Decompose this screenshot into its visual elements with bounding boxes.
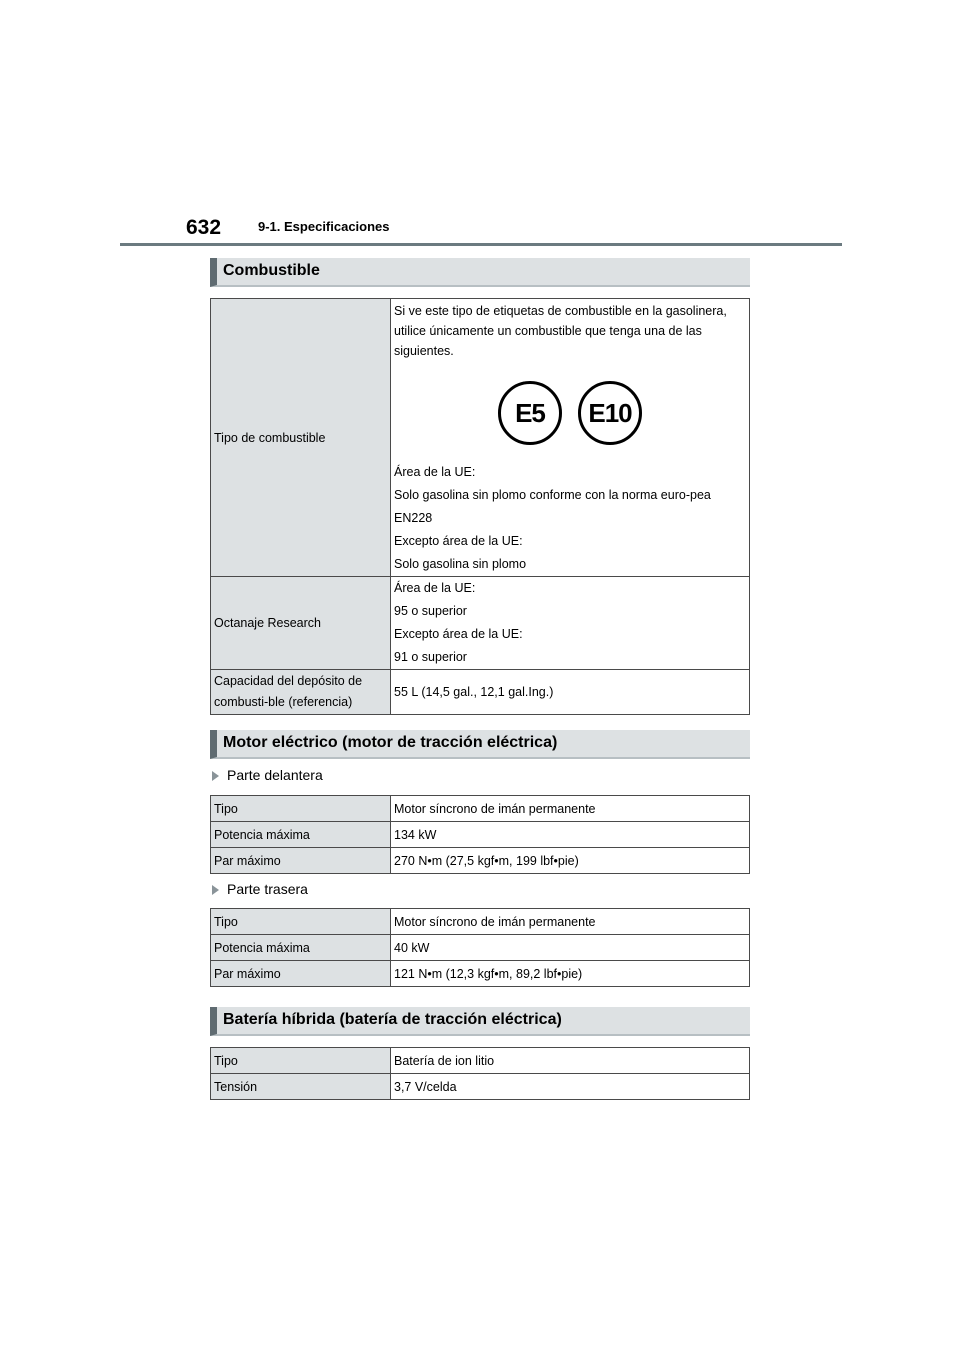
rear-type-label: Tipo (211, 909, 391, 935)
rear-type-value: Motor síncrono de imán permanente (391, 909, 750, 935)
table-row (211, 848, 750, 874)
octane-non-eu-value: 91 o superior (394, 650, 467, 664)
table-row (211, 670, 750, 715)
eu-fuel-text: Solo gasolina sin plomo conforme con la norma euro-pea EN228 (394, 488, 711, 525)
non-eu-area-label: Excepto área de la UE: (394, 534, 523, 548)
table-row (211, 961, 750, 987)
table-row (211, 909, 750, 935)
battery-type-label: Tipo (211, 1048, 391, 1074)
front-type-label: Tipo (211, 796, 391, 822)
front-motor-table (210, 795, 750, 874)
section-battery-header (210, 1007, 750, 1036)
e5-fuel-icon: E5 (498, 381, 562, 445)
front-subheading (212, 767, 323, 783)
octane-non-eu-area: Excepto área de la UE: (394, 627, 523, 641)
table-row (211, 796, 750, 822)
page-number: 632 (186, 216, 222, 239)
table-row (211, 1074, 750, 1100)
table-row (211, 935, 750, 961)
front-subheading-text: Parte delantera (227, 767, 323, 783)
octane-eu-area: Área de la UE: (394, 581, 476, 595)
rear-motor-table (210, 908, 750, 987)
chapter-title: 9-1. Especificaciones (258, 219, 390, 234)
rear-subheading-text: Parte trasera (227, 881, 308, 897)
rear-power-label: Potencia máxima (211, 935, 391, 961)
fuel-type-intro: Si ve este tipo de etiquetas de combustible en la gasolinera, utilice únicamente un combustible que tenga una de las siguientes. (394, 304, 727, 358)
section-fuel-header (210, 258, 750, 287)
battery-type-value: Batería de ion litio (391, 1048, 750, 1074)
tank-capacity-label: Capacidad del depósito de combusti-ble (referencia) (211, 670, 391, 715)
table-row (211, 1048, 750, 1074)
section-motor-header (210, 730, 750, 759)
header-rule (120, 243, 842, 246)
section-fuel-title: Combustible (223, 262, 320, 279)
eu-area-label: Área de la UE: (394, 465, 476, 479)
section-battery-title: Batería híbrida (batería de tracción eléctrica) (223, 1011, 562, 1028)
battery-voltage-value: 3,7 V/celda (391, 1074, 750, 1100)
front-power-value: 134 kW (391, 822, 750, 848)
e10-fuel-icon: E10 (578, 381, 642, 445)
tank-capacity-value: 55 L (14,5 gal., 12,1 gal.Ing.) (391, 670, 750, 715)
table-row (211, 577, 750, 670)
fuel-type-label: Tipo de combustible (211, 299, 391, 577)
octane-label: Octanaje Research (211, 577, 391, 670)
fuel-label-icons (394, 381, 746, 445)
section-motor-title: Motor eléctrico (motor de tracción eléctrica) (223, 734, 558, 751)
fuel-type-value (391, 299, 750, 577)
rear-torque-label: Par máximo (211, 961, 391, 987)
octane-value (391, 577, 750, 670)
triangle-bullet-icon (212, 771, 219, 781)
battery-voltage-label: Tensión (211, 1074, 391, 1100)
rear-power-value: 40 kW (391, 935, 750, 961)
fuel-table (210, 298, 750, 715)
non-eu-fuel-text: Solo gasolina sin plomo (394, 557, 527, 571)
triangle-bullet-icon (212, 885, 219, 895)
front-torque-label: Par máximo (211, 848, 391, 874)
battery-table (210, 1047, 750, 1100)
rear-torque-value: 121 N•m (12,3 kgf•m, 89,2 lbf•pie) (391, 961, 750, 987)
octane-eu-value: 95 o superior (394, 604, 467, 618)
table-row (211, 822, 750, 848)
front-type-value: Motor síncrono de imán permanente (391, 796, 750, 822)
table-row (211, 299, 750, 577)
rear-subheading (212, 881, 308, 897)
front-torque-value: 270 N•m (27,5 kgf•m, 199 lbf•pie) (391, 848, 750, 874)
front-power-label: Potencia máxima (211, 822, 391, 848)
